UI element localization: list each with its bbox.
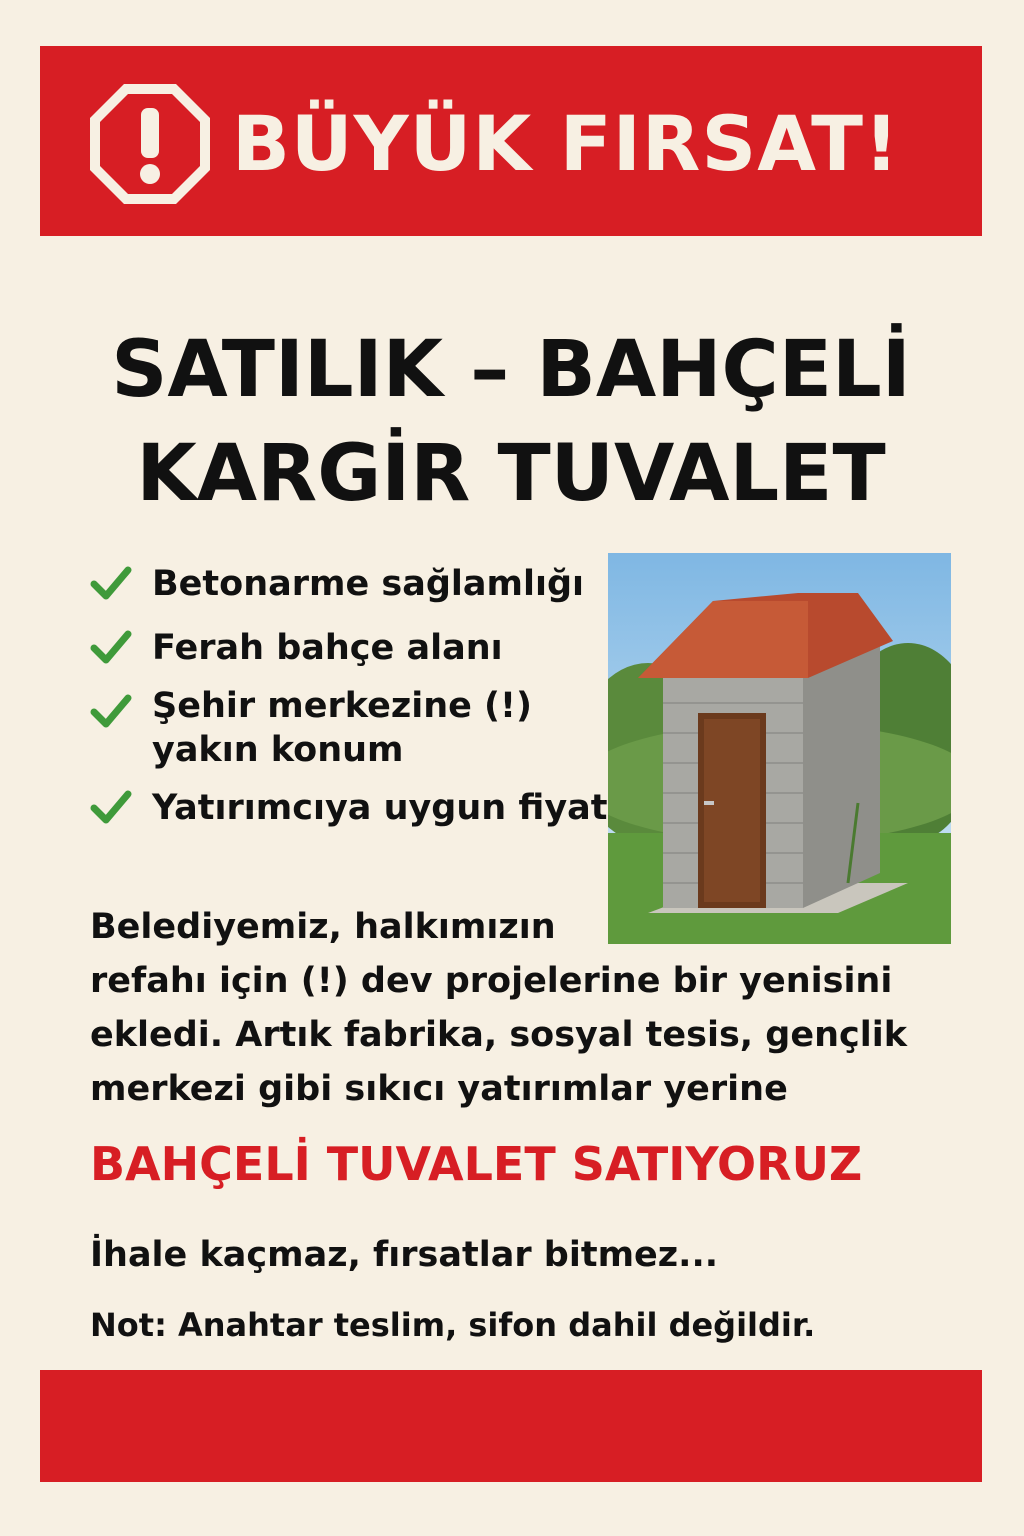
description-line: refahı için (!) dev projelerine bir yenisini — [90, 961, 893, 1001]
check-icon — [90, 562, 132, 604]
closing-text: İhale kaçmaz, fırsatlar bitmez... — [90, 1235, 719, 1275]
feature-text-continued: yakın konum — [152, 730, 404, 770]
feature-text: Yatırımcıya uygun fiyat — [152, 788, 608, 828]
feature-item — [90, 684, 610, 772]
feature-item — [90, 556, 610, 612]
feature-list — [90, 556, 610, 844]
note-text: Not: Anahtar teslim, sifon dahil değildir. — [90, 1306, 816, 1344]
main-title-line-2: KARGİR TUVALET — [136, 429, 886, 519]
header-title: BÜYÜK FIRSAT! — [232, 99, 900, 188]
main-title — [40, 318, 982, 526]
description — [90, 900, 940, 1116]
feature-text: Betonarme sağlamlığı — [152, 564, 585, 604]
feature-item — [90, 780, 610, 836]
toilet-photo — [608, 553, 951, 944]
main-title-line-1: SATILIK – BAHÇELİ — [111, 325, 911, 415]
feature-text: Şehir merkezine (!) — [152, 686, 533, 726]
check-icon — [90, 690, 132, 732]
poster — [40, 46, 982, 1482]
check-icon — [90, 626, 132, 668]
alert-octagon-icon — [86, 80, 214, 208]
feature-item — [90, 620, 610, 676]
description-line: ekledi. Artık fabrika, sosyal tesis, gençlik — [90, 1015, 908, 1055]
check-icon — [90, 786, 132, 828]
highlight-text: BAHÇELİ TUVALET SATIYORUZ — [90, 1137, 863, 1191]
content-panel — [40, 236, 982, 1370]
description-line: merkezi gibi sıkıcı yatırımlar yerine — [90, 1069, 788, 1109]
feature-text: Ferah bahçe alanı — [152, 628, 503, 668]
description-line: Belediyemiz, halkımızın — [90, 907, 556, 947]
